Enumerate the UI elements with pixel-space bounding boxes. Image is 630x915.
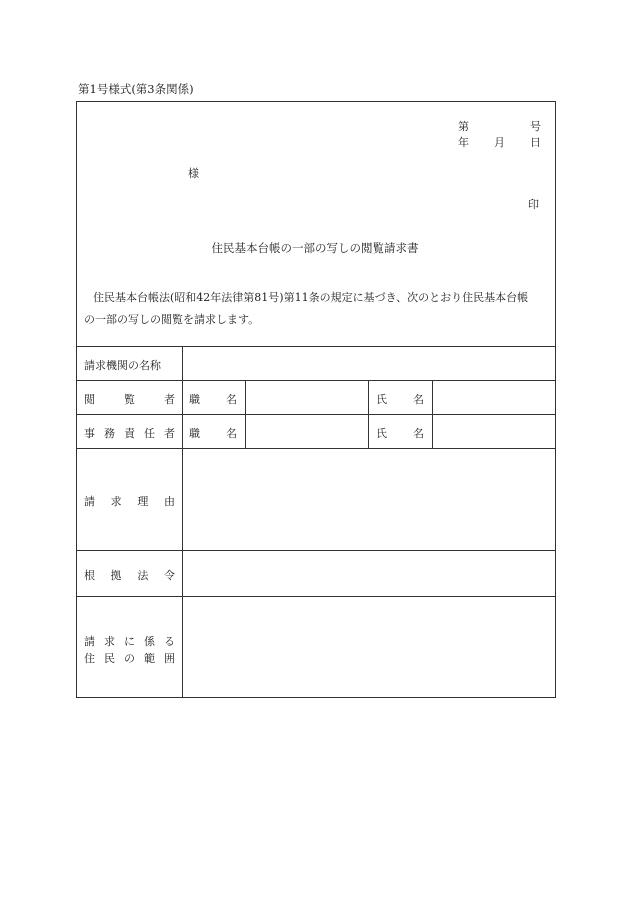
label-char: 名 — [226, 427, 237, 440]
label-viewer-name — [376, 391, 424, 407]
label-char: る — [164, 635, 175, 648]
label-manager-position — [189, 425, 237, 441]
label-scope-line-2 — [84, 650, 175, 666]
label-char: 事 — [84, 427, 95, 440]
label-legal-basis — [84, 567, 175, 583]
label-char: 囲 — [164, 652, 175, 665]
cell-divider — [368, 380, 369, 448]
viewer-name-field[interactable] — [433, 381, 555, 414]
label-char: 民 — [104, 652, 115, 665]
number-suffix: 号 — [530, 120, 541, 133]
label-char: 求 — [110, 495, 122, 508]
legal-basis-field[interactable] — [183, 551, 555, 596]
label-char: 務 — [104, 427, 115, 440]
label-char: 根 — [84, 569, 95, 582]
body-text-line-1: 住民基本台帳法(昭和42年法律第81号)第11条の規定に基づき、次のとおり住民基本台帳 — [93, 291, 529, 304]
reason-field[interactable] — [183, 449, 555, 550]
label-char: 氏 — [376, 427, 387, 440]
page-title: 住民基本台帳の一部の写しの閲覧請求書 — [211, 241, 419, 255]
label-viewer-position — [189, 391, 237, 407]
label-agency-name: 請求機関の名称 — [84, 359, 161, 372]
label-char: 係 — [144, 635, 155, 648]
date-month: 月 — [494, 136, 505, 149]
label-char: 理 — [137, 495, 149, 508]
label-char: 者 — [164, 427, 175, 440]
label-char: 請 — [84, 635, 95, 648]
manager-name-field[interactable] — [433, 415, 555, 448]
label-char: 由 — [163, 495, 175, 508]
label-char: に — [124, 635, 135, 648]
label-char: 職 — [189, 427, 200, 440]
label-char: 名 — [413, 427, 424, 440]
label-scope-line-1 — [84, 633, 175, 649]
seal-mark: 印 — [528, 198, 539, 211]
date-day: 日 — [530, 136, 541, 149]
label-char: 任 — [144, 427, 155, 440]
label-char: 名 — [413, 393, 424, 406]
form-number-label: 第1号様式(第3条関係) — [78, 82, 194, 96]
label-viewer-char: 閲 — [84, 393, 95, 406]
label-char: 住 — [84, 652, 95, 665]
label-char: 氏 — [376, 393, 387, 406]
label-viewer — [84, 391, 175, 407]
number-prefix: 第 — [458, 120, 469, 133]
label-char: の — [124, 652, 135, 665]
label-char: 職 — [189, 393, 200, 406]
manager-position-field[interactable] — [246, 415, 368, 448]
body-text-line-2: の一部の写しの閲覧を請求します。 — [84, 313, 260, 326]
label-manager-name — [376, 425, 424, 441]
agency-name-field[interactable] — [183, 347, 555, 380]
label-char: 拠 — [110, 569, 122, 582]
label-reason — [84, 493, 175, 509]
scope-field[interactable] — [183, 597, 555, 697]
label-char: 請 — [84, 495, 95, 508]
label-manager — [84, 425, 175, 441]
label-viewer-char: 覧 — [124, 393, 135, 406]
label-char: 責 — [124, 427, 135, 440]
label-char: 令 — [163, 569, 175, 582]
label-char: 法 — [137, 569, 149, 582]
addressee-honorific: 様 — [188, 167, 199, 180]
label-viewer-char: 者 — [164, 393, 175, 406]
label-char: 求 — [104, 635, 115, 648]
label-char: 名 — [226, 393, 237, 406]
viewer-position-field[interactable] — [246, 381, 368, 414]
label-char: 範 — [144, 652, 155, 665]
date-year: 年 — [458, 136, 469, 149]
